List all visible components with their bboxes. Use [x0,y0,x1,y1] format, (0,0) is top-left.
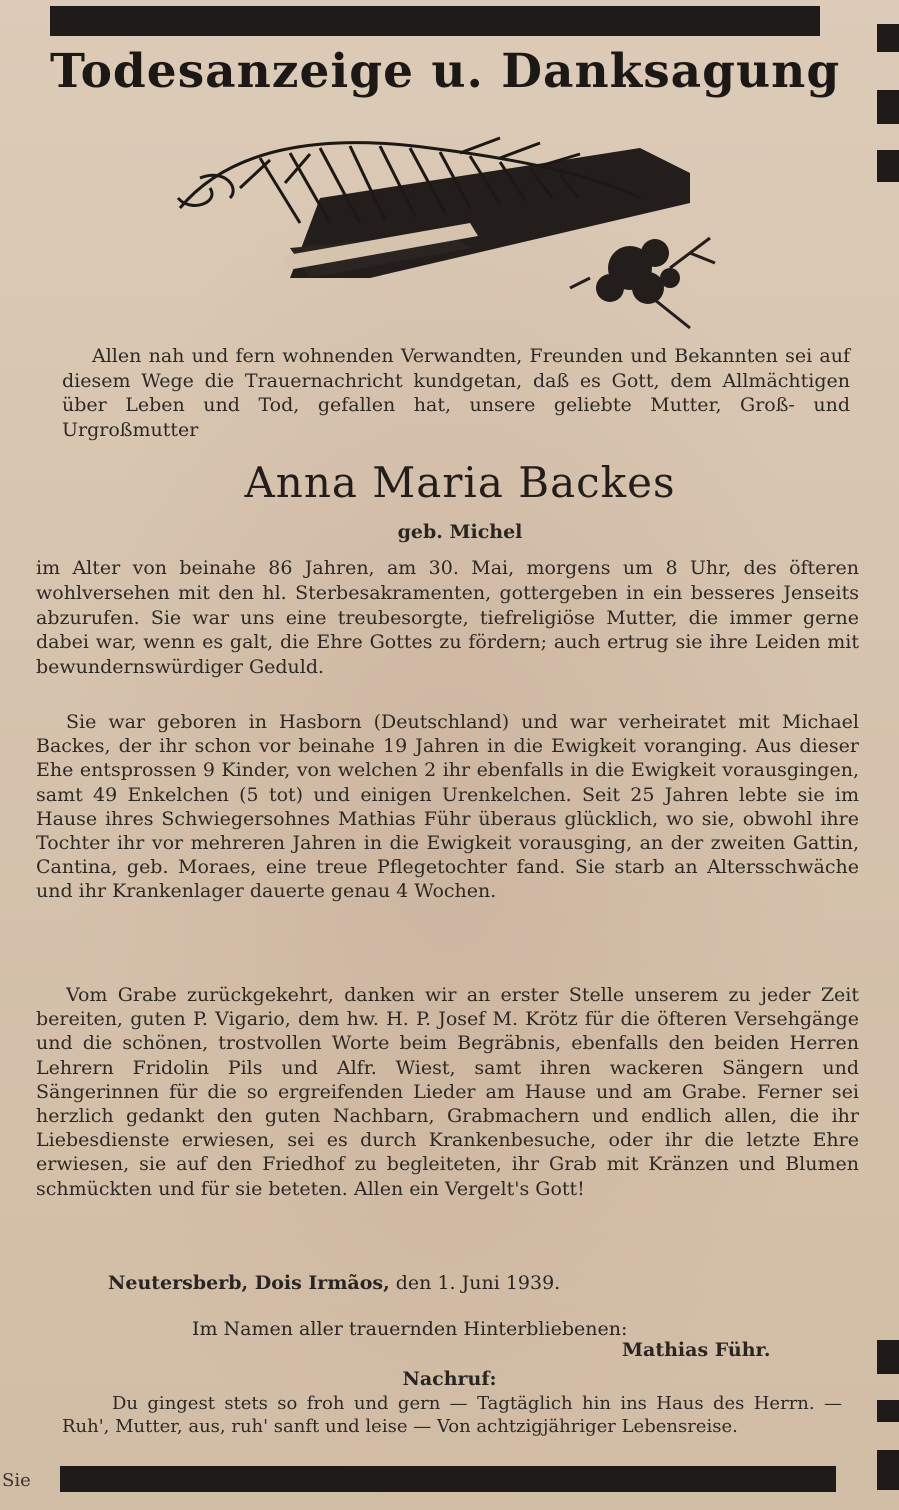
date: den 1. Juni 1939. [395,1272,561,1294]
body-paragraph-2: Sie war geboren in Hasborn (Deutschland) und war verheiratet mit Michael Backes, der ihr schon vor beinahe 19 Jahren in die Ewigkeit voranging. Aus dieser Ehe entsprossen 9 Kinder, von welchen 2 ihr ebenfalls in die Ewigkeit vorausgingen, samt 49 Enkelchen (5 tot) und einigen Urenkelchen. Seit 25 Jahren lebte sie im Hause ihres Schwiegersohnes Mathias Führ überaus glücklich, wo sie, obwohl ihre Tochter ihr vor mehreren Jahren in die Ewigkeit vorausging, an der zweiten Gattin, Cantina, geb. Moraes, eine treue Pflegetochter fand. Sie starb an Altersschwäche und ihr Krankenlager dauerte genau 4 Wochen. [36,711,859,903]
birth-name: geb. Michel [397,521,523,543]
intro-paragraph: Allen nah und fern wohnenden Verwandten, Freunden und Bekannten sei auf diesem Wege die Trauernachricht kundgetan, daß es Gott, dem Allmächtigen über Leben und Tod, gefallen hat, unsere geliebte Mutter, Groß- und Urgroßmutter [62,345,850,441]
place: Neutersberb, Dois Irmãos, [108,1272,390,1294]
adjacent-column-edge [877,150,899,182]
notice-heading: Todesanzeige u. Danksagung [50,44,841,99]
body-paragraph-1: im Alter von beinahe 86 Jahren, am 30. Mai, morgens um 8 Uhr, des öfteren wohlversehen mit den hl. Sterbesakramenten, gottergeben in ein besseres Jenseits abzurufen. Sie war uns eine treubesorgte, tiefreligiöse Mutter, die immer gerne dabei war, wenn es galt, die Ehre Gottes zu fördern; auch ertrug sie ihre Leiden mit bewundernswürdiger Geduld. [36,557,859,679]
adjacent-column-edge [877,1400,899,1422]
palm-frond-cross-icon [170,128,730,338]
place-date-line [108,1272,560,1294]
bereaved-line: Im Namen aller trauernden Hinterbliebenen: [192,1318,628,1340]
adjacent-column-edge [877,90,899,124]
thanks-paragraph: Vom Grabe zurückgekehrt, danken wir an erster Stelle unserem zu jeder Zeit bereiten, guten P. Vigario, dem hw. H. P. Josef M. Krötz für die öfteren Versehgänge und die schönen, trostvollen Worte beim Begräbnis, ebenfalls den beiden Herren Lehrern Fridolin Pils und Alfr. Wiest, samt ihren wackeren Sängern und Sängerinnen für die so ergreifenden Lieder am Hause und am Grabe. Ferner sei herzlich gedankt den guten Nachbarn, Grabmachern und endlich allen, die ihr Liebesdienste erwiesen, sei es durch Krankenbesuche, oder ihr die letzte Ehre erwiesen, sie auf den Friedhof zu begleiteten, ihr Grab mit Kränzen und Blumen schmückten und für sie beteten. Allen ein Vergelt's Gott! [36,984,859,1200]
adjacent-column-edge [877,1450,899,1490]
adjacent-column-fragment: Sie [2,1470,31,1491]
signer-name: Mathias Führ. [622,1339,771,1361]
deceased-name: Anna Maria Backes [244,458,676,507]
top-rule [50,6,820,36]
nachruf-verse: Du gingest stets so froh und gern — Tagtäglich hin ins Haus des Herrn. — Ruh', Mutter, aus, ruh' sanft und leise — Von achtzigjähriger Lebensreise. [62,1393,842,1437]
bottom-rule [60,1466,836,1492]
nachruf-heading: Nachruf: [402,1368,497,1390]
adjacent-column-edge [877,24,899,52]
